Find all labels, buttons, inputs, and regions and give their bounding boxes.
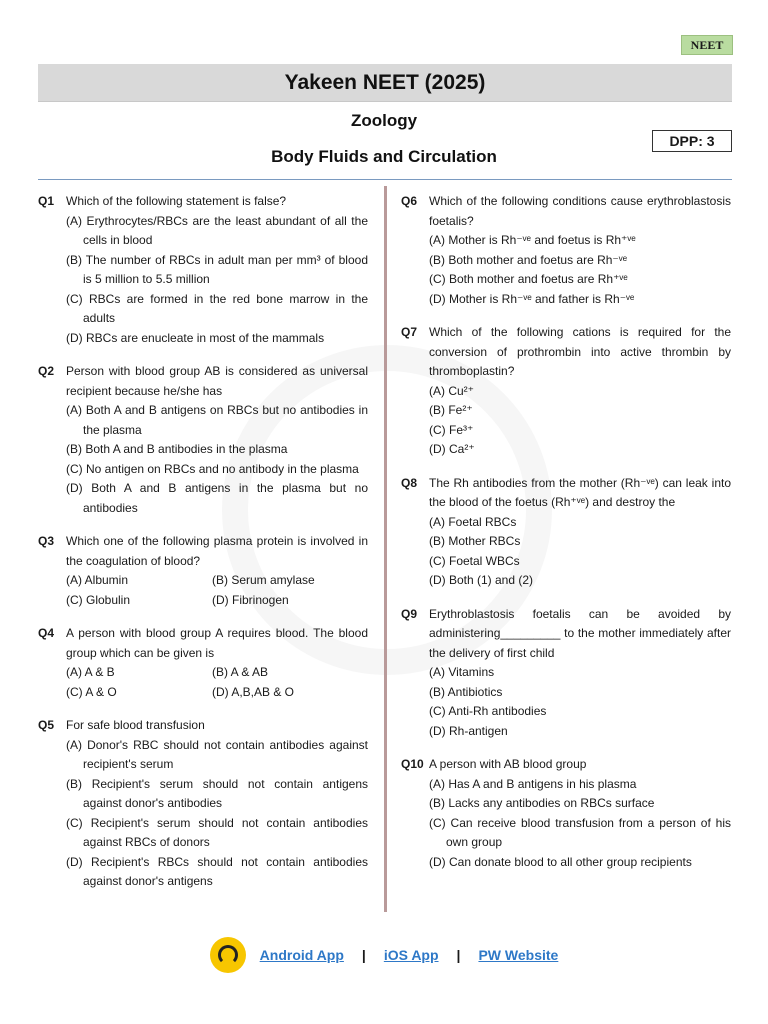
question-number: Q7 <box>401 325 418 339</box>
customer-support-icon <box>210 937 246 973</box>
answer-option: (D) A,B,AB & O <box>212 684 295 699</box>
answer-option: (C) Both mother and foetus are Rh⁺ᵛᵉ <box>429 272 628 286</box>
answer-option: (A) Mother is Rh⁻ᵛᵉ and foetus is Rh⁺ᵛᵉ <box>429 233 636 247</box>
footer-separator: | <box>361 947 366 963</box>
question-text: Which one of the following plasma protein is involved in the coagulation of blood? <box>66 534 368 568</box>
answer-option: (C) Fe³⁺ <box>429 422 474 437</box>
question-number: Q8 <box>401 475 418 490</box>
question-number: Q5 <box>38 718 55 732</box>
answer-option: (D) Both A and B antigens in the plasma but no antibodies <box>66 481 368 515</box>
answer-option: (B) Both A and B antibodies in the plasma <box>66 442 288 456</box>
answer-option: (D) Recipient's RBCs should not contain antibodies against donor's antigens <box>66 854 368 888</box>
answer-option: (D) Rh-antigen <box>429 723 508 738</box>
answer-option: (C) Recipient's serum should not contain antibodies against RBCs of donors <box>66 815 368 849</box>
column-divider <box>384 186 387 912</box>
subject-heading: Zoology <box>350 111 418 130</box>
option-list <box>66 571 368 610</box>
right-column <box>401 192 731 886</box>
answer-option: (A) Cu²⁺ <box>429 383 474 398</box>
question-number: Q2 <box>38 364 55 378</box>
question-number: Q6 <box>401 194 418 208</box>
answer-option: (A) Erythrocytes/RBCs are the least abundant of all the cells in blood <box>66 213 368 247</box>
question-text: The Rh antibodies from the mother (Rh⁻ᵛᵉ) can leak into the blood of the foetus (Rh⁺ᵛᵉ) and destroy the <box>429 475 731 509</box>
question-number: Q9 <box>401 606 418 621</box>
neet-badge: NEET <box>681 35 733 55</box>
answer-option: (D) Both (1) and (2) <box>429 573 534 587</box>
answer-option: (C) Anti-Rh antibodies <box>429 704 547 718</box>
answer-option: (B) Recipient's serum should not contain antigens against donor's antibodies <box>66 776 368 810</box>
answer-option: (C) A & O <box>66 684 117 699</box>
answer-option: (D) RBCs are enucleate in most of the mammals <box>66 330 325 345</box>
left-column <box>38 192 368 906</box>
question-text: Which of the following cations is required for the conversion of prothrombin into active thrombin by thromboplastin? <box>429 325 731 378</box>
question-text: A person with AB blood group <box>429 757 587 771</box>
answer-option: (C) Can receive blood transfusion from a person of his own group <box>429 815 731 849</box>
android-app-link[interactable]: Android App <box>259 947 344 963</box>
question-q1 <box>38 192 368 348</box>
answer-option: (A) A & B <box>66 665 115 679</box>
question-number: Q4 <box>38 626 55 640</box>
question-q9 <box>401 605 731 742</box>
question-text: For safe blood transfusion <box>66 718 205 732</box>
answer-option: (A) Donor's RBC should not contain antibodies against recipient's serum <box>66 737 368 771</box>
answer-option: (D) Fibrinogen <box>212 592 289 607</box>
option-list <box>429 663 731 741</box>
option-list <box>66 401 368 518</box>
answer-option: (B) Fe²⁺ <box>429 403 473 417</box>
question-q8 <box>401 474 731 591</box>
header-divider <box>38 179 732 180</box>
option-list <box>429 775 731 873</box>
answer-option: (C) Foetal WBCs <box>429 553 520 568</box>
question-q2 <box>38 362 368 518</box>
question-q3 <box>38 532 368 610</box>
question-text: Which of the following statement is false? <box>66 194 287 208</box>
question-text: Person with blood group AB is considered as universal recipient because he/she has <box>66 364 368 398</box>
chapter-heading: Body Fluids and Circulation <box>271 147 497 166</box>
answer-option: (D) Ca²⁺ <box>429 442 475 456</box>
answer-option: (C) RBCs are formed in the red bone marrow in the adults <box>66 291 368 325</box>
question-q4 <box>38 624 368 702</box>
footer-separator: | <box>456 947 461 963</box>
answer-option: (C) Globulin <box>66 592 131 607</box>
answer-option: (A) Both A and B antigens on RBCs but no antibodies in the plasma <box>66 403 368 437</box>
question-number: Q1 <box>38 194 55 208</box>
question-q7 <box>401 323 731 460</box>
option-list <box>429 231 731 309</box>
question-q5 <box>38 716 368 892</box>
answer-option: (B) Mother RBCs <box>429 534 521 548</box>
answer-option: (A) Has A and B antigens in his plasma <box>429 776 637 791</box>
answer-option: (D) Can donate blood to all other group recipients <box>429 854 692 869</box>
answer-option: (B) The number of RBCs in adult man per mm³ of blood is 5 million to 5.5 million <box>66 252 368 286</box>
answer-option: (C) No antigen on RBCs and no antibody in the plasma <box>66 461 359 476</box>
answer-option: (B) Both mother and foetus are Rh⁻ᵛᵉ <box>429 252 628 267</box>
question-text: Erythroblastosis foetalis can be avoided by administering_________ to the mother immediately after the delivery of first child <box>429 606 731 660</box>
answer-option: (B) Serum amylase <box>212 573 315 587</box>
answer-option: (D) Mother is Rh⁻ᵛᵉ and father is Rh⁻ᵛᵉ <box>429 291 635 306</box>
answer-option: (B) Lacks any antibodies on RBCs surface <box>429 796 655 810</box>
question-text: A person with blood group A requires blood. The blood group which can be given is <box>66 626 368 660</box>
page-title: Yakeen NEET (2025) <box>38 64 732 102</box>
question-q6 <box>401 192 731 309</box>
question-q10 <box>401 755 731 872</box>
option-list <box>66 663 368 702</box>
option-list <box>429 382 731 460</box>
pw-website-link[interactable]: PW Website <box>478 947 559 963</box>
answer-option: (A) Foetal RBCs <box>429 514 517 529</box>
option-list <box>66 212 368 349</box>
answer-option: (A) Albumin <box>66 573 129 587</box>
question-number: Q10 <box>401 757 424 771</box>
answer-option: (B) A & AB <box>212 665 269 679</box>
question-number: Q3 <box>38 534 55 548</box>
ios-app-link[interactable]: iOS App <box>383 947 439 963</box>
option-list <box>66 736 368 892</box>
question-text: Which of the following conditions cause erythroblastosis foetalis? <box>429 194 731 228</box>
footer-links <box>0 940 768 970</box>
answer-option: (B) Antibiotics <box>429 684 503 699</box>
option-list <box>429 513 731 591</box>
dpp-number: DPP: 3 <box>652 130 732 152</box>
answer-option: (A) Vitamins <box>429 665 495 679</box>
